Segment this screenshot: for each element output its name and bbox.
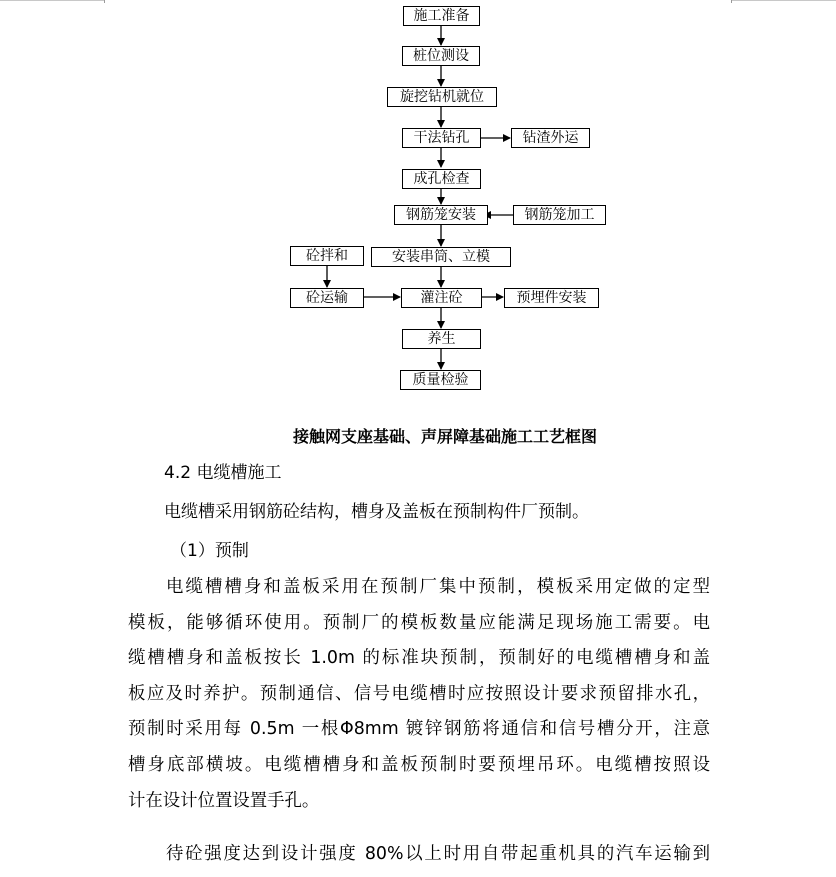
intro-paragraph: 电缆槽采用钢筋砼结构，槽身及盖板在预制构件厂预制。 [164, 502, 589, 522]
node-concrete-mixing: 砼拌和 [290, 246, 364, 266]
body-paragraph-transport [128, 837, 710, 873]
section-heading: 4.2 电缆槽施工 [164, 463, 282, 483]
paragraph-line: 待砼强度达到设计强度 80%以上时用自带起重机具的汽车运输到 [166, 844, 710, 864]
paragraph-line: 板应及时养护。预制通信、信号电缆槽时应按照设计要求预留排水孔， [128, 683, 710, 704]
node-concrete-transport: 砼运输 [290, 288, 364, 308]
node-slag-removal: 钻渣外运 [511, 128, 590, 148]
node-cage-fabrication: 钢筋笼加工 [513, 205, 606, 225]
node-tube-formwork: 安装串筒、立模 [371, 247, 511, 267]
node-quality-check: 质量检验 [400, 370, 481, 390]
node-pile-survey: 桩位测设 [402, 46, 480, 66]
node-cage-install: 钢筋笼安装 [394, 205, 488, 225]
paragraph-line: 模板，能够循环使用。预制厂的模板数量应能满足现场施工需要。电 [128, 612, 710, 633]
node-hole-inspection: 成孔检查 [402, 169, 481, 189]
process-flowchart [0, 0, 836, 400]
paragraph-line: 缆槽槽身和盖板按长 1.0m 的标准块预制，预制好的电缆槽槽身和盖 [128, 648, 710, 669]
node-concrete-pouring: 灌注砼 [401, 288, 482, 308]
paragraph-line: 预制时采用每 0.5m 一根Φ8mm 镀锌钢筋将通信和信号槽分开，注意 [128, 719, 710, 740]
figure-caption: 接触网支座基础、声屏障基础施工工艺框图 [292, 427, 597, 446]
body-paragraph-prefab [128, 570, 710, 819]
paragraph-line: 槽身底部横坡。电缆槽槽身和盖板预制时要预埋吊环。电缆槽按照设 [128, 754, 710, 775]
sub-heading: （1）预制 [170, 541, 249, 561]
node-embedded-parts: 预埋件安装 [504, 288, 599, 308]
node-dry-drilling: 干法钻孔 [402, 128, 481, 148]
paragraph-line: 计在设计位置设置手孔。 [128, 790, 320, 811]
node-construction-prep: 施工准备 [403, 6, 480, 26]
paragraph-line: 电缆槽槽身和盖板采用在预制厂集中预制，模板采用定做的定型 [166, 577, 710, 597]
node-curing: 养生 [402, 329, 481, 349]
node-rig-positioning: 旋挖钻机就位 [387, 87, 497, 107]
